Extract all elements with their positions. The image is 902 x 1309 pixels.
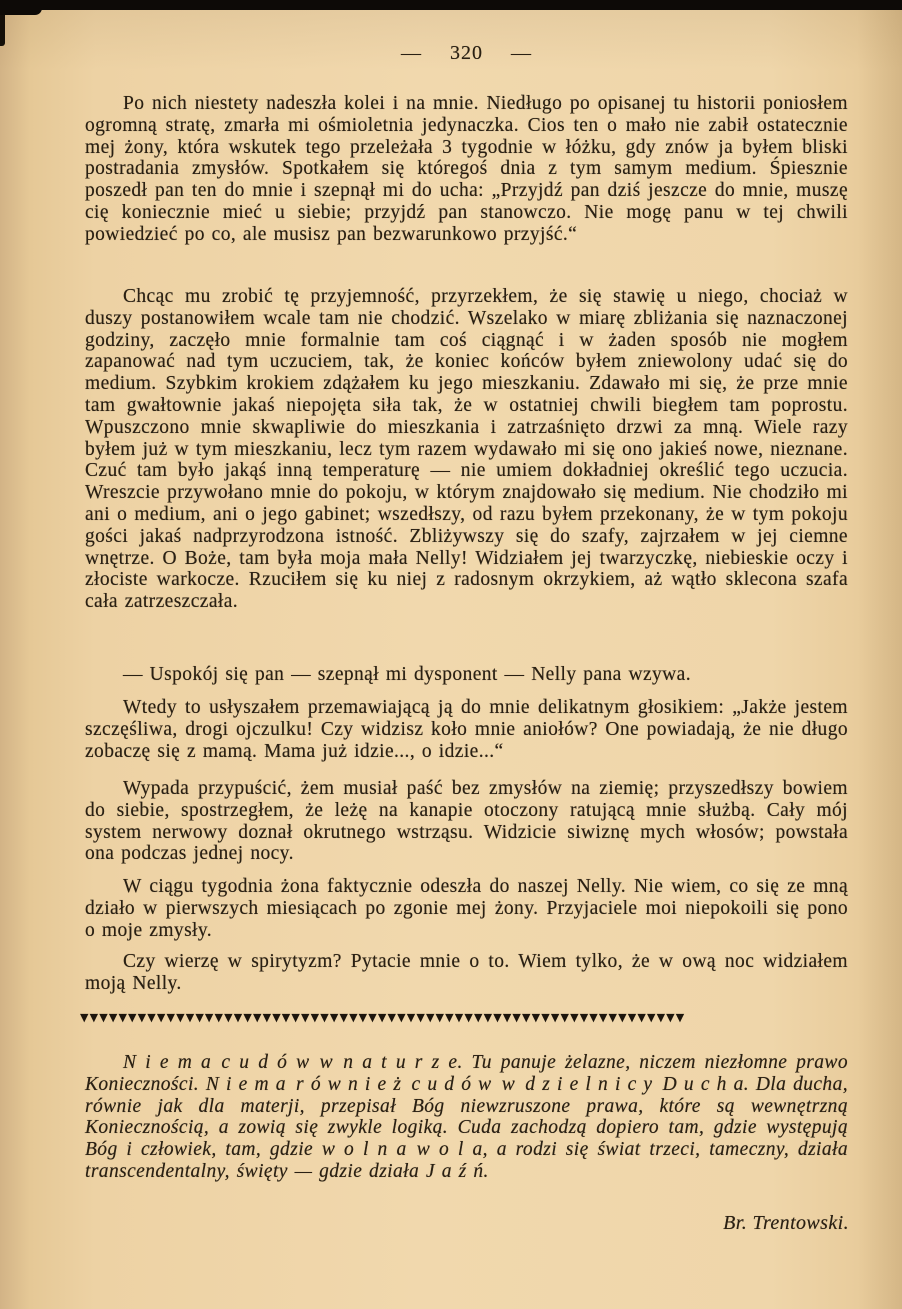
paragraph-1: Po nich niestety nadeszła kolei i na mnie. Niedługo po opisanej tu historii poniosłem ogromną stratę, zmarła mi ośmioletnia jedynaczka. Cios ten o mało nie zabił ostatecznie mej żony, która wskutek tego przeleżała 3 tygodnie w łóżku, gdy znów ja byłem bliski postradania zmysłów. Spotkałem się któregoś dnia z tym samym medium. Śpiesznie poszedł pan ten do mnie i szepnął mi do ucha: „Przyjdź pan dziś jeszcze do mnie, muszę cię koniecznie mieć u siebie; przyjdź pan stanowczo. Nie mogę panu w tej chwili powiedzieć po co, ale musisz pan bezwarunkowo przyjść.“ (85, 93, 848, 245)
paragraph-4: Wypada przypuścić, żem musiał paść bez zmysłów na ziemię; przyszedłszy bowiem do siebie, spostrzegłem, że leżę na kanapie otoczony ratującą mnie służbą. Cały mój system nerwowy doznał okrutnego wstrząsu. Widzicie siwiznę mych włosów; powstała ona podczas jednej nocy. (85, 778, 848, 865)
triangle-row-divider: ▼▼▼▼▼▼▼▼▼▼▼▼▼▼▼▼▼▼▼▼▼▼▼▼▼▼▼▼▼▼▼▼▼▼▼▼▼▼▼▼▼▼▼▼▼▼▼▼▼▼▼▼▼▼▼▼▼▼▼▼▼▼▼ (80, 1011, 686, 1024)
paragraph-3: Wtedy to usłyszałem przemawiającą ją do mnie delikatnym głosikiem: „Jakże jestem szczęśliwa, drogi ojczulku! Czy widzisz koło mnie aniołów? One powiadają, że nie długo zobaczę się z mamą. Mama już idzie..., o idzie...“ (85, 697, 848, 762)
scan-edge-artifact-corner (0, 0, 42, 15)
closing-quote-paragraph: N i e m a c u d ó w w n a t u r z e. Tu panuje żelazne, niczem niezłomne prawo Konieczności. N i e m a r ó w n i e ż c u d ó w w d z i e l n i c y D u c h a. Dla ducha, równie jak dla materji, przepisał Bóg niewzruszone prawa, które są wewnętrzną Koniecznością, a zowią się zwykle logiką. Cuda zachodzą dopiero tam, gdzie występują Bóg i człowiek, tam, gdzie w o l n a w o l a, a rodzi się świat trzeci, tameczny, działa transcendentalny, święty — gdzie działa J a ź ń. (85, 1052, 848, 1182)
scan-edge-artifact-top (0, 0, 902, 10)
quote-attribution: Br. Trentowski. (723, 1212, 849, 1234)
paragraph-dialog: — Uspokój się pan — szepnął mi dysponent — Nelly pana wzywa. (123, 664, 691, 685)
page-number: — 320 — (401, 42, 532, 64)
paragraph-2: Chcąc mu zrobić tę przyjemność, przyrzekłem, że się stawię u niego, chociaż w duszy postanowiłem wcale tam nie chodzić. Wszelako w miarę zbliżania się naznaczonej godziny, zaczęło mnie formalnie tam coś ciągnąć i w żaden sposób nie mogłem zapanować nad tym uczuciem, tak, że koniec końców byłem zniewolony udać się do medium. Szybkim krokiem zdążałem ku jego mieszkaniu. Zdawało mi się, że prze mnie tam gwałtownie jakaś niepojęta siła tak, że w ostatniej chwili biegłem tam poprostu. Wpuszczono mnie skwapliwie do mieszkania i zatrzaśnięto drzwi za mną. Wiele razy byłem już w tym mieszkaniu, lecz tym razem wydawało mi się ono jakieś nowe, nieznane. Czuć tam było jakąś inną temperaturę — nie umiem dokładniej określić tego uczucia. Wreszcie przywołano mnie do pokoju, w którym znajdowało się medium. Nie chodziło mi ani o medium, ani o jego gabinet; wszedłszy, od razu byłem przekonany, że w tym pokoju gości jakaś nadprzyrodzona istność. Zbliżywszy się do szafy, zajrzałem w jej ciemne wnętrze. O Boże, tam była moja mała Nelly! Widziałem jej twarzyczkę, niebieskie oczy i złociste warkocze. Rzuciłem się ku niej z radosnym okrzykiem, aż wątło sklecona szafa cała zatrzeszczała. (85, 286, 848, 613)
paragraph-6: Czy wierzę w spirytyzm? Pytacie mnie o to. Wiem tylko, że w ową noc widziałem moją Nelly. (85, 951, 848, 994)
paragraph-5: W ciągu tygodnia żona faktycznie odeszła do naszej Nelly. Nie wiem, co się ze mną działo w pierwszych miesiącach po zgonie mej żony. Przyjaciele moi niepokoili się pono o moje zmysły. (85, 876, 848, 941)
